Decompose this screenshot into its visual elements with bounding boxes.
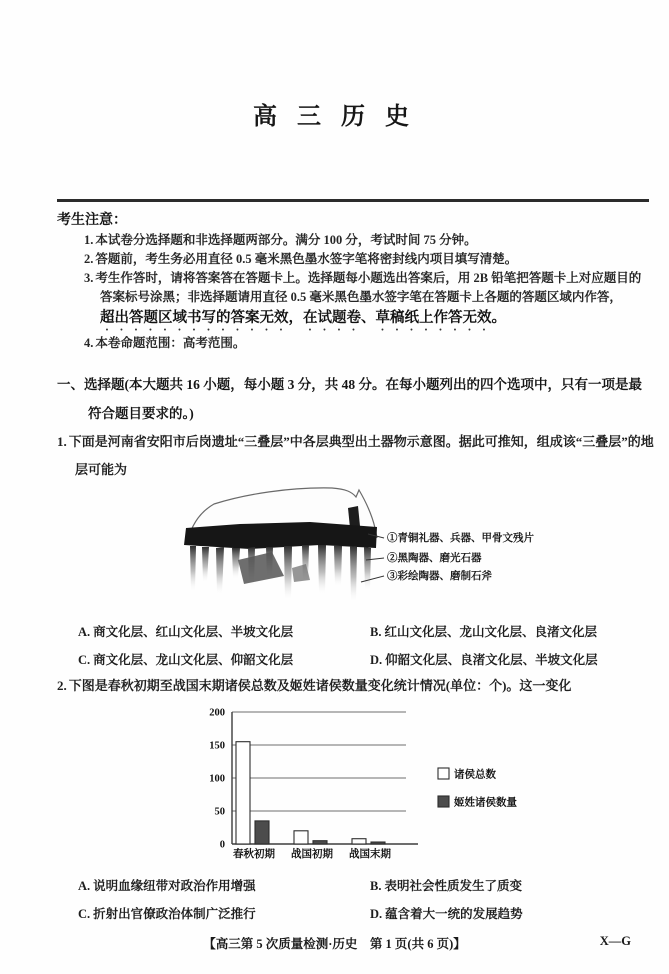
option-label: C. <box>78 907 91 921</box>
svg-text:战国初期: 战国初期 <box>291 849 333 860</box>
notice-item <box>84 250 651 269</box>
notice-item <box>84 269 651 334</box>
question-number: 2. <box>57 678 67 693</box>
question-number: 1. <box>57 434 67 449</box>
option-item <box>78 904 370 922</box>
footer-code: X—G <box>599 934 631 948</box>
figure-label-1: ①青铜礼器、兵器、甲骨文残片 <box>387 533 534 544</box>
option-label: C. <box>78 653 91 667</box>
header-divider <box>57 199 649 202</box>
notice-list <box>84 231 651 353</box>
option-text: 商文化层、红山文化层、半坡文化层 <box>93 625 294 639</box>
option-label: B. <box>370 879 382 893</box>
notice-item-text: 答题前，考生务必用直径 0.5 毫米黑色墨水签字笔将密封线内项目填写清楚。 <box>95 252 518 266</box>
question-1-stem <box>57 428 655 484</box>
svg-text:150: 150 <box>209 740 225 752</box>
notice-heading: 考生注意： <box>57 213 127 228</box>
dark-layer-band <box>184 522 377 549</box>
question-2-options <box>78 876 653 922</box>
option-label: D. <box>370 907 383 921</box>
svg-text:诸侯总数: 诸侯总数 <box>454 769 496 781</box>
page-title: 高 三 历 史 <box>253 104 416 130</box>
notice-item-number: 1. <box>84 233 94 247</box>
option-text: 仰韶文化层、良渚文化层、半坡文化层 <box>385 653 598 667</box>
footer-title: 【高三第 5 次质量检测·历史 第 1 页(共 6 页)】 <box>203 937 466 951</box>
option-label: A. <box>78 879 91 893</box>
notice-item-number: 4. <box>84 336 94 350</box>
question-1-options <box>78 622 653 668</box>
question-2-stem <box>57 676 655 696</box>
option-item <box>78 622 370 640</box>
option-item <box>370 650 653 668</box>
bar-chart <box>192 702 532 870</box>
notice-item-number: 2. <box>84 252 94 266</box>
notice-item <box>84 231 651 250</box>
svg-text:0: 0 <box>219 839 225 851</box>
notice-item-text: 本试卷分选择题和非选择题两部分。满分 100 分，考试时间 75 分钟。 <box>95 233 477 247</box>
svg-text:姬姓诸侯数量: 姬姓诸侯数量 <box>454 797 517 809</box>
svg-text:春秋初期: 春秋初期 <box>233 849 275 860</box>
section-header: 一、选择题(本大题共 16 小题，每小题 3 分，共 48 分。在每小题列出的四个选项中，只有一项是最符合题目要求的。) <box>57 377 642 421</box>
option-text: 商文化层、龙山文化层、仰韶文化层 <box>93 653 294 667</box>
option-text: 蕴含着大一统的发展趋势 <box>385 907 523 921</box>
stratigraphy-figure <box>180 482 580 616</box>
option-item <box>370 876 653 894</box>
option-text: 红山文化层、龙山文化层、良渚文化层 <box>384 625 597 639</box>
svg-text:200: 200 <box>209 707 225 719</box>
figure-label-2: ②黑陶器、磨光石器 <box>387 553 482 564</box>
svg-text:战国末期: 战国末期 <box>349 849 391 860</box>
option-item <box>370 904 653 922</box>
option-item <box>370 622 653 640</box>
option-text: 折射出官僚政治体制广泛推行 <box>93 907 256 921</box>
gray-blob <box>238 552 284 584</box>
question-text: 下图是春秋初期至战国末期诸侯总数及姬姓诸侯数量变化统计情况(单位：个)。这一变化 <box>68 678 572 693</box>
option-label: B. <box>370 625 382 639</box>
notice-item-text: 本卷命题范围：高考范围。 <box>95 336 246 350</box>
option-text: 表明社会性质发生了质变 <box>384 879 522 893</box>
figure-label-3: ③彩绘陶器、磨制石斧 <box>387 571 492 582</box>
notice-emphasized-text: 超出答题区域书写的答案无效，在试题卷、草稿纸上作答无效。 <box>100 310 506 326</box>
option-label: D. <box>370 653 383 667</box>
examinee-notice <box>57 209 651 353</box>
notice-item-number: 3. <box>84 271 94 285</box>
question-text: 下面是河南省安阳市后岗遗址“三叠层”中各层典型出土器物示意图。据此可推知，组成该“三叠层”的地层可能为 <box>68 434 654 477</box>
dark-patch <box>348 506 360 528</box>
svg-text:50: 50 <box>214 806 225 818</box>
notice-item <box>84 334 651 353</box>
option-label: A. <box>78 625 91 639</box>
option-item <box>78 650 370 668</box>
option-text: 说明血缘纽带对政治作用增强 <box>93 879 256 893</box>
svg-text:100: 100 <box>209 773 225 785</box>
notice-item-text: 考生作答时，请将答案答在答题卡上。选择题每小题选出答案后，用 2B 铅笔把答题卡上对应题目的答案标号涂黑；非选择题请用直径 0.5 毫米黑色墨水签字笔在答题卡上各题的答题区域内作答， <box>95 271 642 304</box>
option-item <box>78 876 370 894</box>
